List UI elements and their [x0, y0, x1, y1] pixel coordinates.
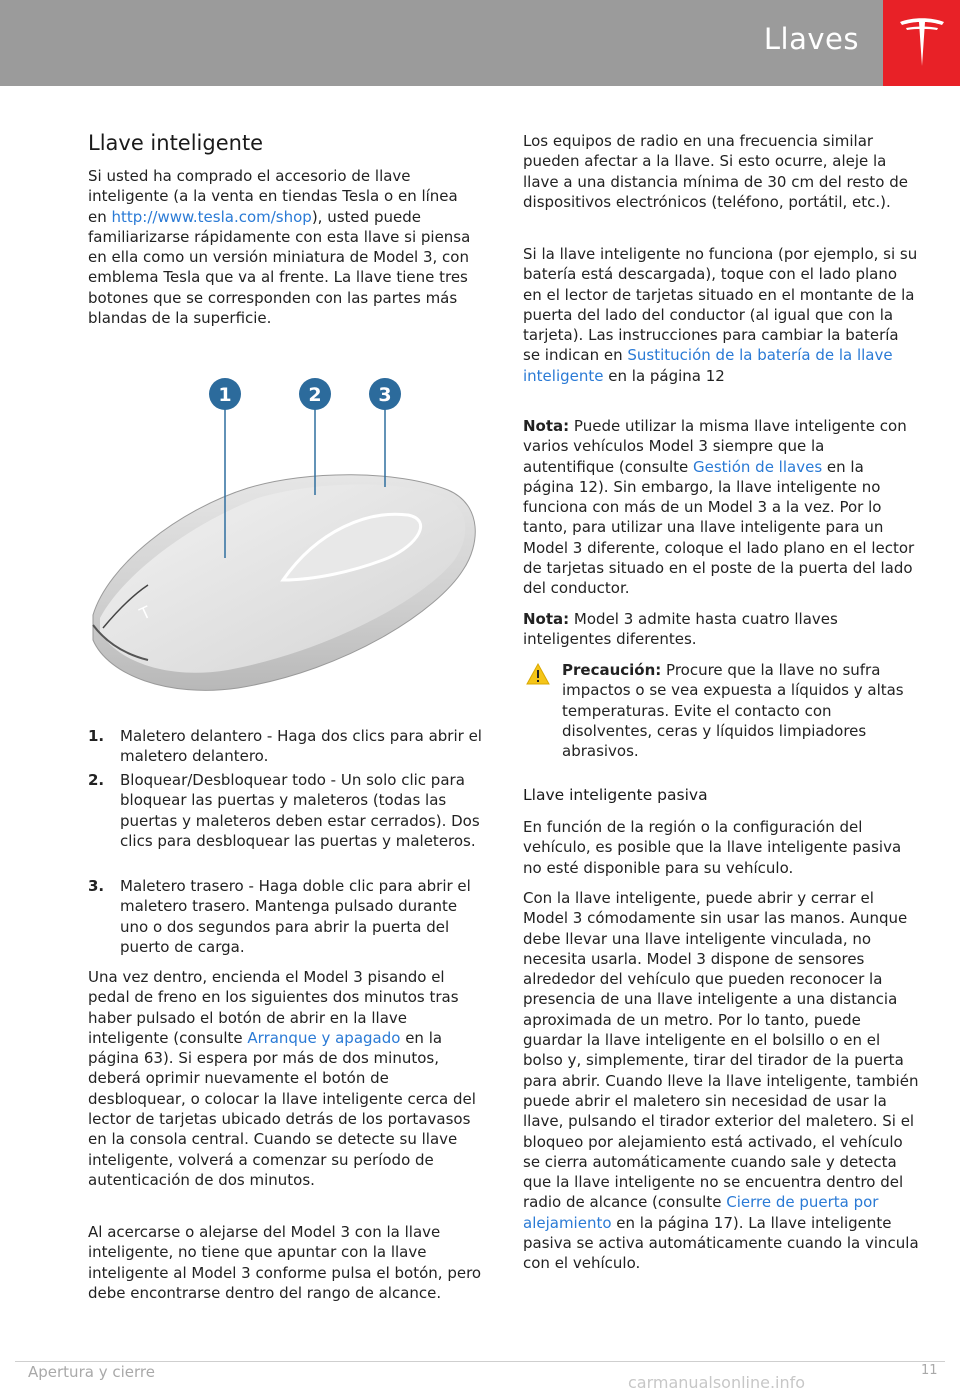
note-1 [523, 416, 919, 599]
intro-paragraph [88, 166, 478, 328]
passive-key-paragraph [523, 888, 919, 1274]
intro-text-a: Si usted ha comprado el accesorio de llave inteligente (a la venta en tiendas Tesla o en línea en [88, 167, 458, 226]
walk-away-lock-link[interactable]: Cierre de puerta por alejamiento [523, 1193, 879, 1232]
radio-paragraph: Los equipos de radio en una frecuencia similar pueden afectar a la llave. Si esto ocurre, aleje la llave a una distancia mínima de 30 cm del resto de dispositivos electrónicos (teléfono, portátil, etc.). [523, 132, 908, 211]
key-fob-illustration [88, 370, 478, 700]
note-1-text-b: en la página 12). Sin embargo, la llave inteligente no funciona con más de un Model 3 a la vez. Por lo tanto, para utilizar una llave inteligente para un Model 3 diferente, coloque el lado plano en el lector de tarjetas situado en el poste de la puerta del lado del conductor. [523, 457, 915, 598]
list-number: 1. [88, 727, 105, 745]
caution-label: Precaución: [562, 661, 662, 679]
intro-text-b: ), usted puede familiarizarse rápidamente con esta llave si piensa en ella como un versión miniatura de Model 3, con emblema Tesla que va al frente. La llave tiene tres botones que se corresponden con las partes más blandas de la superficie. [88, 207, 471, 328]
start-text-a: Una vez dentro, encienda el Model 3 pisando el pedal de freno en los siguientes dos minutos tras haber pulsado el botón de abrir en la llave inteligente (consulte [88, 968, 459, 1047]
range-paragraph: Al acercarse o alejarse del Model 3 con la llave inteligente, no tiene que apuntar con la llave inteligente al Model 3 conforme pulsa el botón, pero debe encontrarse dentro del rango de alcance. [88, 1223, 482, 1302]
watermark: carmanualsonline.info [628, 1373, 806, 1392]
list-number: 3. [88, 877, 105, 895]
passive-text-a: Con la llave inteligente, puede abrir y cerrar el Model 3 cómodamente sin usar las manos. Aunque debe llevar una llave inteligente vinculada, no necesita usarla. Model 3 dispone de sensores alrededor del vehículo que pueden reconocer la presencia de una llave inteligente a una distancia aproximada de un metro. Por lo tanto, puede guardar la llave inteligente en el bolsillo o en el bolso y, simplemente, tirar del tirador de la puerta para abrir. Cuando lleve la llave inteligente, también puede abrir el maletero sin necesidad de usar la llave, pulsando el tirador exterior del maletero. Si el bloqueo por alejamiento está activado, el vehículo se cierra automáticamente cuando sale y detecta que la llave inteligente no se encuentra dentro del radio de alcance (consulte [523, 889, 919, 1212]
battery-paragraph [523, 244, 919, 386]
arranque-link[interactable]: Arranque y apagado [247, 1028, 401, 1047]
note-1-text-a: Puede utilizar la misma llave inteligente con varios vehículos Model 3 siempre que la autentifique (consulte [523, 417, 907, 476]
callout-2-label: 2 [308, 384, 322, 406]
page-number: 11 [921, 1363, 938, 1378]
header-bar [0, 0, 883, 86]
tesla-logo [883, 0, 960, 86]
footer-divider [15, 1361, 945, 1362]
start-text-b: en la página 63). Si espera por más de dos minutos, deberá oprimir nuevamente el botón de desbloquear, o colocar la llave inteligente cerca del lector de tarjetas ubicado detrás de los portavasos en la consola central. Cuando se detecte su llave inteligente, volverá a comenzar su período de autenticación de dos minutos. [88, 1028, 476, 1189]
note-label: Nota: [523, 417, 570, 435]
footer-section: Apertura y cierre [28, 1363, 155, 1381]
region-paragraph: En función de la región o la configuración del vehículo, es posible que la llave inteligente pasiva no esté disponible para su vehículo. [523, 818, 902, 877]
warning-icon [525, 662, 551, 686]
tesla-shop-link[interactable]: http://www.tesla.com/shop [111, 207, 312, 226]
battery-text-a: Si la llave inteligente no funciona (por ejemplo, si su batería está descargada), toque con el lado plano en el lector de tarjetas situado en el montante de la puerta del lado del conductor (al igual que con la tarjeta). Las instrucciones para cambiar la batería se indican en [523, 245, 918, 365]
note-2-text: Model 3 admite hasta cuatro llaves inteligentes diferentes. [523, 610, 838, 649]
caution-paragraph [562, 660, 914, 761]
section-heading: Llave inteligente [88, 131, 264, 155]
subheading: Llave inteligente pasiva [523, 786, 708, 804]
list-text: Bloquear/Desbloquear todo - Un solo clic para bloquear las puertas y maleteros (todas las puertas y maleteros deben estar cerrados). Dos clics para desbloquear las puertas y maleteros. [120, 771, 480, 850]
callout-1-label: 1 [218, 384, 232, 406]
callout-3-label: 3 [378, 384, 392, 406]
list-number: 2. [88, 771, 105, 789]
start-paragraph [88, 967, 484, 1190]
tesla-logo-icon [898, 16, 946, 70]
fob-tesla-emblem: T [136, 602, 154, 624]
note-2 [523, 609, 919, 650]
caution-text: Procure que la llave no sufra impactos o se vea expuesta a líquidos y altas temperaturas. Evite el contacto con disolventes, ceras y líquidos limpiadores abrasivos. [562, 661, 904, 761]
passive-text-b: en la página 17). La llave inteligente pasiva se activa automáticamente cuando la vincula con el vehículo. [523, 1213, 919, 1273]
key-management-link[interactable]: Gestión de llaves [693, 457, 823, 476]
battery-link[interactable]: Sustitución de la batería de la llave inteligente [523, 346, 893, 385]
note-label: Nota: [523, 610, 570, 628]
list-text: Maletero delantero - Haga dos clics para abrir el maletero delantero. [120, 727, 482, 766]
battery-text-b: en la página 12 [603, 366, 725, 385]
list-text: Maletero trasero - Haga doble clic para abrir el maletero trasero. Mantenga pulsado durante uno o dos segundos para abrir la puerta del puerto de carga. [120, 877, 471, 956]
page-title: Llaves [763, 22, 859, 56]
